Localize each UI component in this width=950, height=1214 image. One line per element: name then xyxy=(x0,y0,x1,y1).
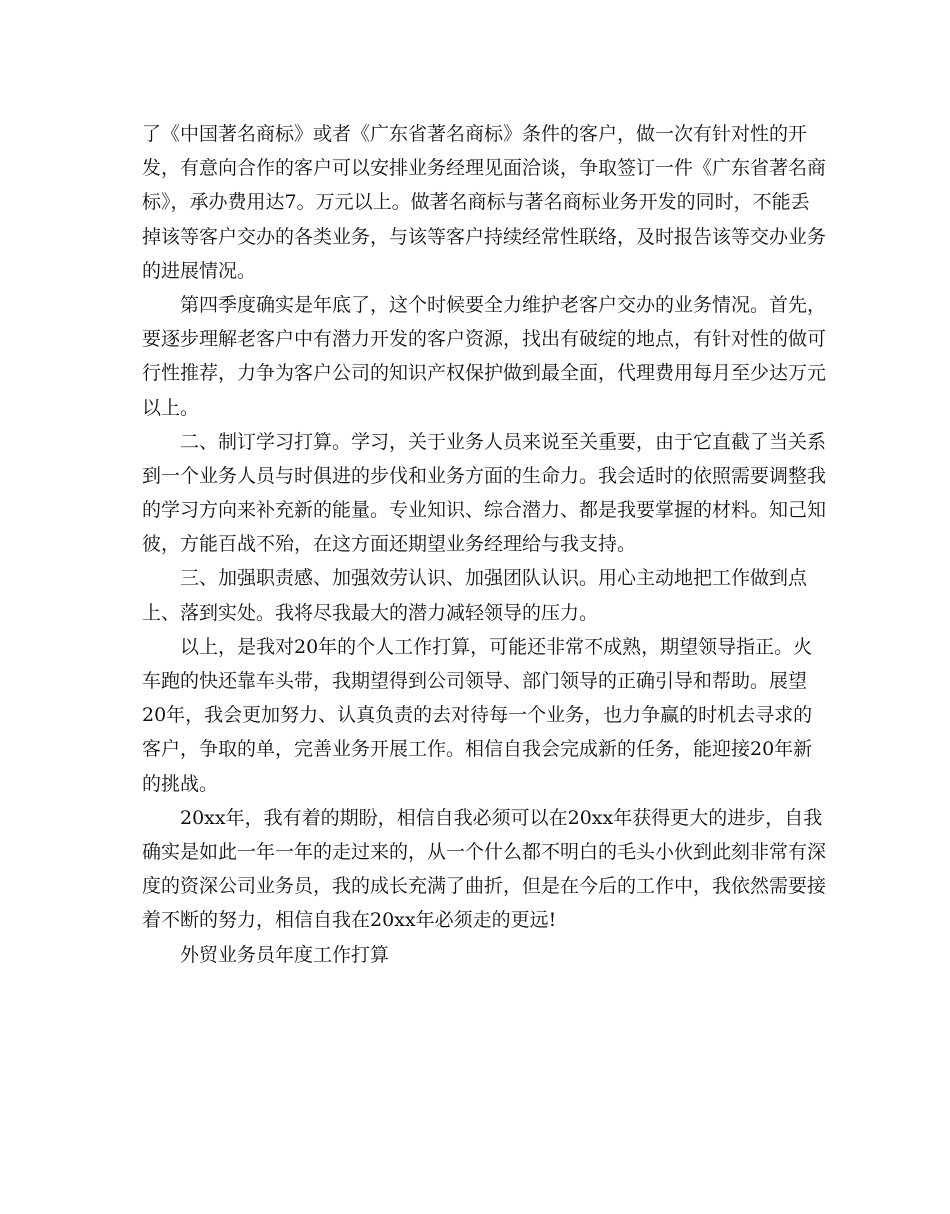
text-line: 行性推荐，力争为客户公司的知识产权保护做到最全面，代理费用每月至少达万元 xyxy=(142,362,827,385)
text-line: 确实是如此一年一年的走过来的，从一个什么都不明白的毛头小伙到此刻非常有深 xyxy=(142,840,827,863)
text-line: 到一个业务人员与时俱进的步伐和业务方面的生命力。我会适时的依照需要调整我 xyxy=(142,464,827,487)
text-line: 20xx年，我有着的期盼，相信自我必须可以在20xx年获得更大的进步，自我 xyxy=(180,806,823,829)
text-line: 着不断的努力，相信自我在20xx年必须走的更远! xyxy=(142,909,557,932)
text-line: 度的资深公司业务员，我的成长充满了曲折，但是在今后的工作中，我依然需要接 xyxy=(142,875,827,898)
paragraph xyxy=(142,561,814,629)
text-line: 上、落到实处。我将尽我最大的潜力减轻领导的压力。 xyxy=(142,601,599,624)
document-body xyxy=(142,117,827,972)
text-line: 20年，我会更加努力、认真负责的去对待每一个业务，也力争赢的时机去寻求的 xyxy=(142,704,813,727)
text-line: 的学习方向来补充新的能量。专业知识、综合潜力、都是我要掌握的材料。知己知 xyxy=(142,499,827,522)
text-line: 的进展情况。 xyxy=(142,259,257,282)
paragraph xyxy=(142,938,814,972)
paragraph xyxy=(142,801,827,938)
text-line: 车跑的快还靠车头带，我期望得到公司领导、部门领导的正确引导和帮助。展望 xyxy=(142,670,808,692)
text-line: 了《中国著名商标》或者《广东省著名商标》条件的客户，做一次有针对性的开 xyxy=(142,123,808,145)
section-heading: 外贸业务员年度工作打算 xyxy=(180,943,390,966)
text-line: 以上，是我对20年的个人工作打算，可能还非常不成熟，期望领导指正。火 xyxy=(180,635,813,658)
text-line: 二、制订学习打算。学习，关于业务人员来说至关重要，由于它直截了当关系 xyxy=(180,430,827,453)
text-line: 发，有意向合作的客户可以安排业务经理见面洽谈，争取签订一件《广东省著名商 xyxy=(142,157,827,180)
text-line: 彼，方能百战不殆，在这方面还期望业务经理给与我支持。 xyxy=(142,533,637,556)
text-line: 掉该等客户交办的各类业务，与该等客户持续经常性联络，及时报告该等交办业务 xyxy=(142,225,827,248)
text-line: 第四季度确实是年底了，这个时候要全力维护老客户交办的业务情况。首先， xyxy=(180,293,827,316)
paragraph xyxy=(142,630,814,801)
text-line: 要逐步理解老客户中有潜力开发的客户资源，找出有破绽的地点，有针对性的做可 xyxy=(142,328,827,351)
text-line: 标》，承办费用达7。万元以上。做著名商标与著名商标业务开发的同时，不能丢 xyxy=(142,191,810,214)
paragraph xyxy=(142,117,827,288)
paragraph xyxy=(142,288,827,425)
paragraph xyxy=(142,425,827,562)
text-line: 客户，争取的单，完善业务开展工作。相信自我会完成新的任务，能迎接20年新 xyxy=(142,738,813,761)
text-line: 以上。 xyxy=(142,396,200,419)
text-line: 三、加强职责感、加强效劳认识、加强团队认识。用心主动地把工作做到点 xyxy=(180,567,808,590)
text-line: 的挑战。 xyxy=(142,772,219,795)
